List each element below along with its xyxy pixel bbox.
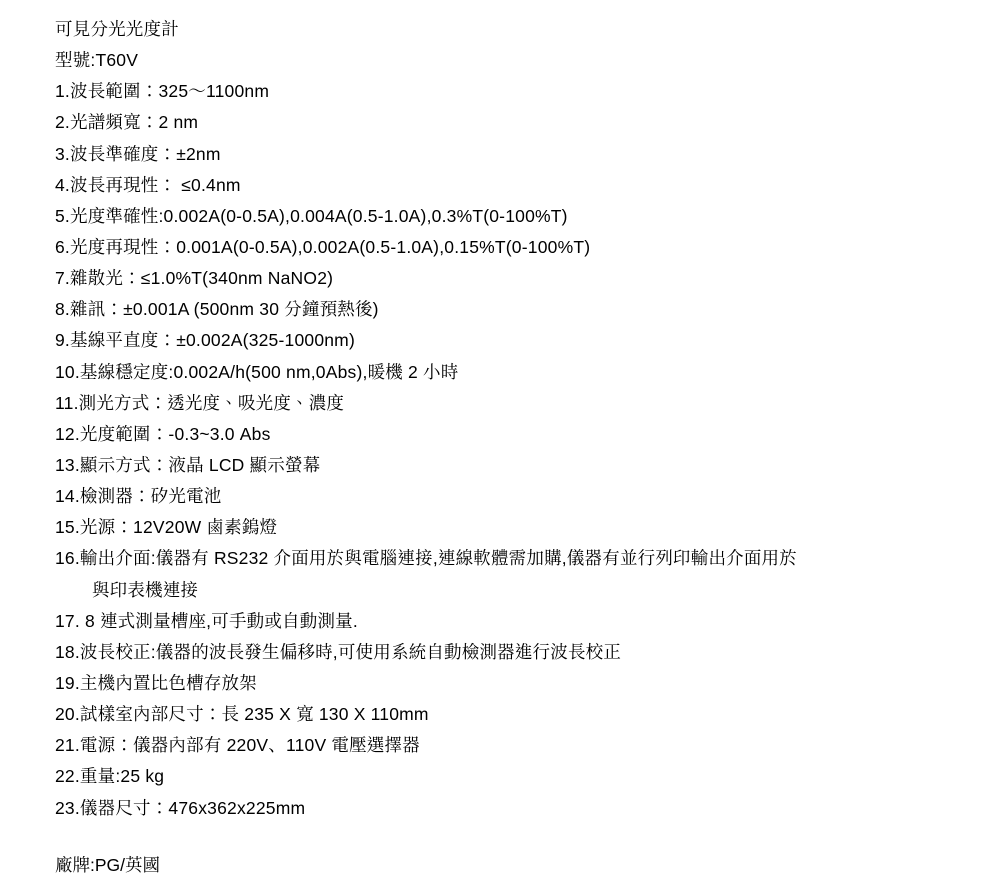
- spec-item: 16.輸出介面:儀器有 RS232 介面用於與電腦連接,連線軟體需加購,儀器有並行列印輸出介面用於: [55, 548, 797, 569]
- spec-item: 18.波長校正:儀器的波長發生偏移時,可使用系統自動檢測器進行波長校正: [55, 641, 622, 662]
- spec-item: 9.基線平直度：±0.002A(325-1000nm): [55, 330, 355, 351]
- spec-item: 12.光度範圍：-0.3~3.0 Abs: [55, 423, 271, 444]
- spec-item: 5.光度準確性:0.002A(0-0.5A),0.004A(0.5-1.0A),0.3%T(0-100%T): [55, 205, 568, 226]
- spec-item: 3.波長準確度：±2nm: [55, 143, 221, 164]
- spec-item: 23.儀器尺寸：476x362x225mm: [55, 797, 306, 818]
- spec-item: 10.基線穩定度:0.002A/h(500 nm,0Abs),暖機 2 小時: [55, 361, 459, 382]
- spec-item: 14.檢測器：矽光電池: [55, 486, 222, 507]
- product-title: 可見分光光度計: [55, 19, 179, 39]
- product-model: 型號:T60V: [55, 50, 139, 71]
- blank-line: [0, 824, 1000, 850]
- specification-list: [0, 76, 1000, 823]
- spec-item: 17. 8 連式測量槽座,可手動或自動測量.: [55, 610, 358, 631]
- spec-item: 1.波長範圍：325～1100nm: [55, 81, 270, 102]
- spec-item: 4.波長再現性： ≤0.4nm: [55, 174, 241, 195]
- spec-item: 7.雜散光：≤1.0%T(340nm NaNO2): [55, 268, 334, 289]
- brand-line: 廠牌:PG/英國: [55, 854, 161, 875]
- spec-item: 8.雜訊：±0.001A (500nm 30 分鐘預熱後): [55, 299, 379, 320]
- spec-item-continuation: 與印表機連接: [92, 579, 199, 600]
- spec-item: 20.試樣室內部尺寸：長 235 X 寬 130 X 110mm: [55, 704, 429, 725]
- spec-item: 6.光度再現性：0.001A(0-0.5A),0.002A(0.5-1.0A),0.15%T(0-100%T): [55, 236, 591, 257]
- spec-item: 15.光源：12V20W 鹵素鎢燈: [55, 517, 278, 538]
- spec-item: 13.顯示方式：液晶 LCD 顯示螢幕: [55, 454, 321, 475]
- spec-item: 21.電源：儀器內部有 220V、110V 電壓選擇器: [55, 735, 420, 756]
- spec-item: 19.主機內置比色槽存放架: [55, 672, 257, 693]
- spec-item: 2.光譜頻寬：2 nm: [55, 112, 199, 133]
- spec-item: 22.重量:25 kg: [55, 766, 165, 787]
- spec-item: 11.測光方式：透光度、吸光度、濃度: [55, 392, 345, 413]
